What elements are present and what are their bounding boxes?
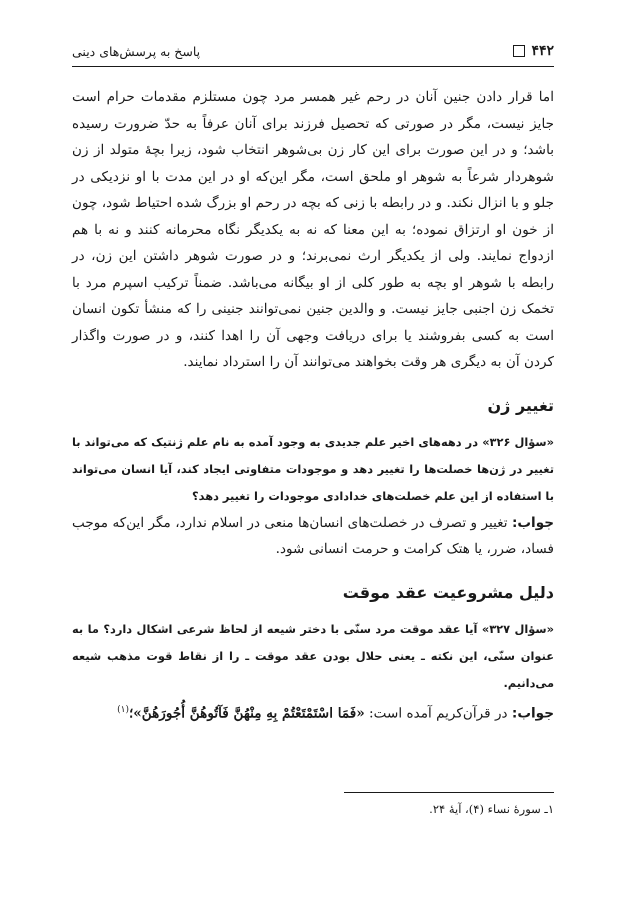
question-number: «سؤال ۳۲۷» (481, 621, 554, 636)
question-text: آیا عقد موقت مرد سنّی با دختر شیعه از لحاظ شرعی اشکال دارد؟ ما به عنوان سنّی، این نکته ـ یعنی حلال بودن عقد موقت ـ را از نقاط قوت مذهب شیعه می‌دانیم. (72, 621, 554, 690)
header-divider (72, 66, 554, 67)
answer-326 (72, 510, 554, 563)
question-326 (72, 429, 554, 510)
page-header (72, 40, 554, 62)
question-text: در دهه‌های اخیر علم جدیدی به وجود آمده به نام علم ژنتیک که می‌تواند با تغییر در ژن‌ها خصلت‌ها را تغییر دهد و موجودات متفاوتی ایجاد کند، آیا انسان می‌تواند با استفاده از این علم خصلت‌های خدادادی موجودات را تغییر دهد؟ (72, 434, 554, 503)
footnote-divider (344, 792, 554, 793)
page-content (72, 84, 554, 727)
book-title: پاسخ به پرسش‌های دینی (72, 43, 201, 59)
page-number: ۴۴۲ (531, 43, 554, 59)
section-heading-temporary-marriage: دلیل مشروعیت عقد موقت (342, 582, 554, 602)
square-ornament-icon (513, 45, 525, 57)
footnote-reference: (۱) (117, 704, 129, 715)
answer-text: در قرآن‌کریم آمده است: (369, 705, 508, 722)
answer-text: تغییر و تصرف در خصلت‌های انسان‌ها منعی در اسلام ندارد، مگر این‌که موجب فساد، ضرر، یا هتک کرامت و حرمت انسانی شود. (72, 514, 554, 557)
question-number: «سؤال ۳۲۶» (482, 434, 554, 449)
footnote: ۱ـ سورهٔ نساء (۴)، آیهٔ ۲۴. (429, 802, 554, 816)
answer-label: جواب: (511, 514, 555, 531)
question-327 (72, 616, 554, 697)
quran-verse: «فَمَا اسْتَمْتَعْتُمْ بِهِ مِنْهُنَّ فَآتُوهُنَّ أُجُورَهُنَّ»؛ (128, 705, 365, 722)
answer-327 (72, 697, 554, 727)
body-paragraph: اما قرار دادن جنین آنان در رحم غیر همسر مرد چون مستلزم مقدمات حرام است جایز نیست، مگر در صورتی که تحصیل فرزند برای آنان عرفاً به حدّ ضرورت رسیده باشد؛ و در این صورت برای این کار زن بی‌شوهر انتخاب شود، زیرا بچهٔ متولد از زن شوهردار شرعاً به شوهر او ملحق است، مگر این‌که او در این مدت با او نزدیکی در جلو و با انزال نکند. و در رابطه با زنی که بچه در رحم او بزرگ شده احتیاط شود، چون از خون او ارتزاق نموده؛ به این معنا که نه به یکدیگر نگاه محرمانه کنند و نه با هم ازدواج نمایند. ولی از یکدیگر ارث نمی‌برند؛ و در صورت شوهر داشتن این زن، در رابطه با شوهر او بچه به طور کلی از او بیگانه می‌باشد. ضمناً ترکیب اسپرم مرد با تخمک زن اجنبی جایز نیست. و والدین جنین نمی‌توانند جنینی را که منشأ تکون انسان است به کسی بفروشند یا برای دریافت وجهی آن را اهدا کنند، و در صورت واگذار کردن آن به دیگری هر وقت بخواهند می‌توانند آن را استرداد نمایند. (72, 89, 554, 370)
page-number-group (513, 43, 554, 59)
answer-label: جواب: (511, 705, 554, 722)
section-heading-gene-change: تغییر ژن (487, 395, 554, 415)
